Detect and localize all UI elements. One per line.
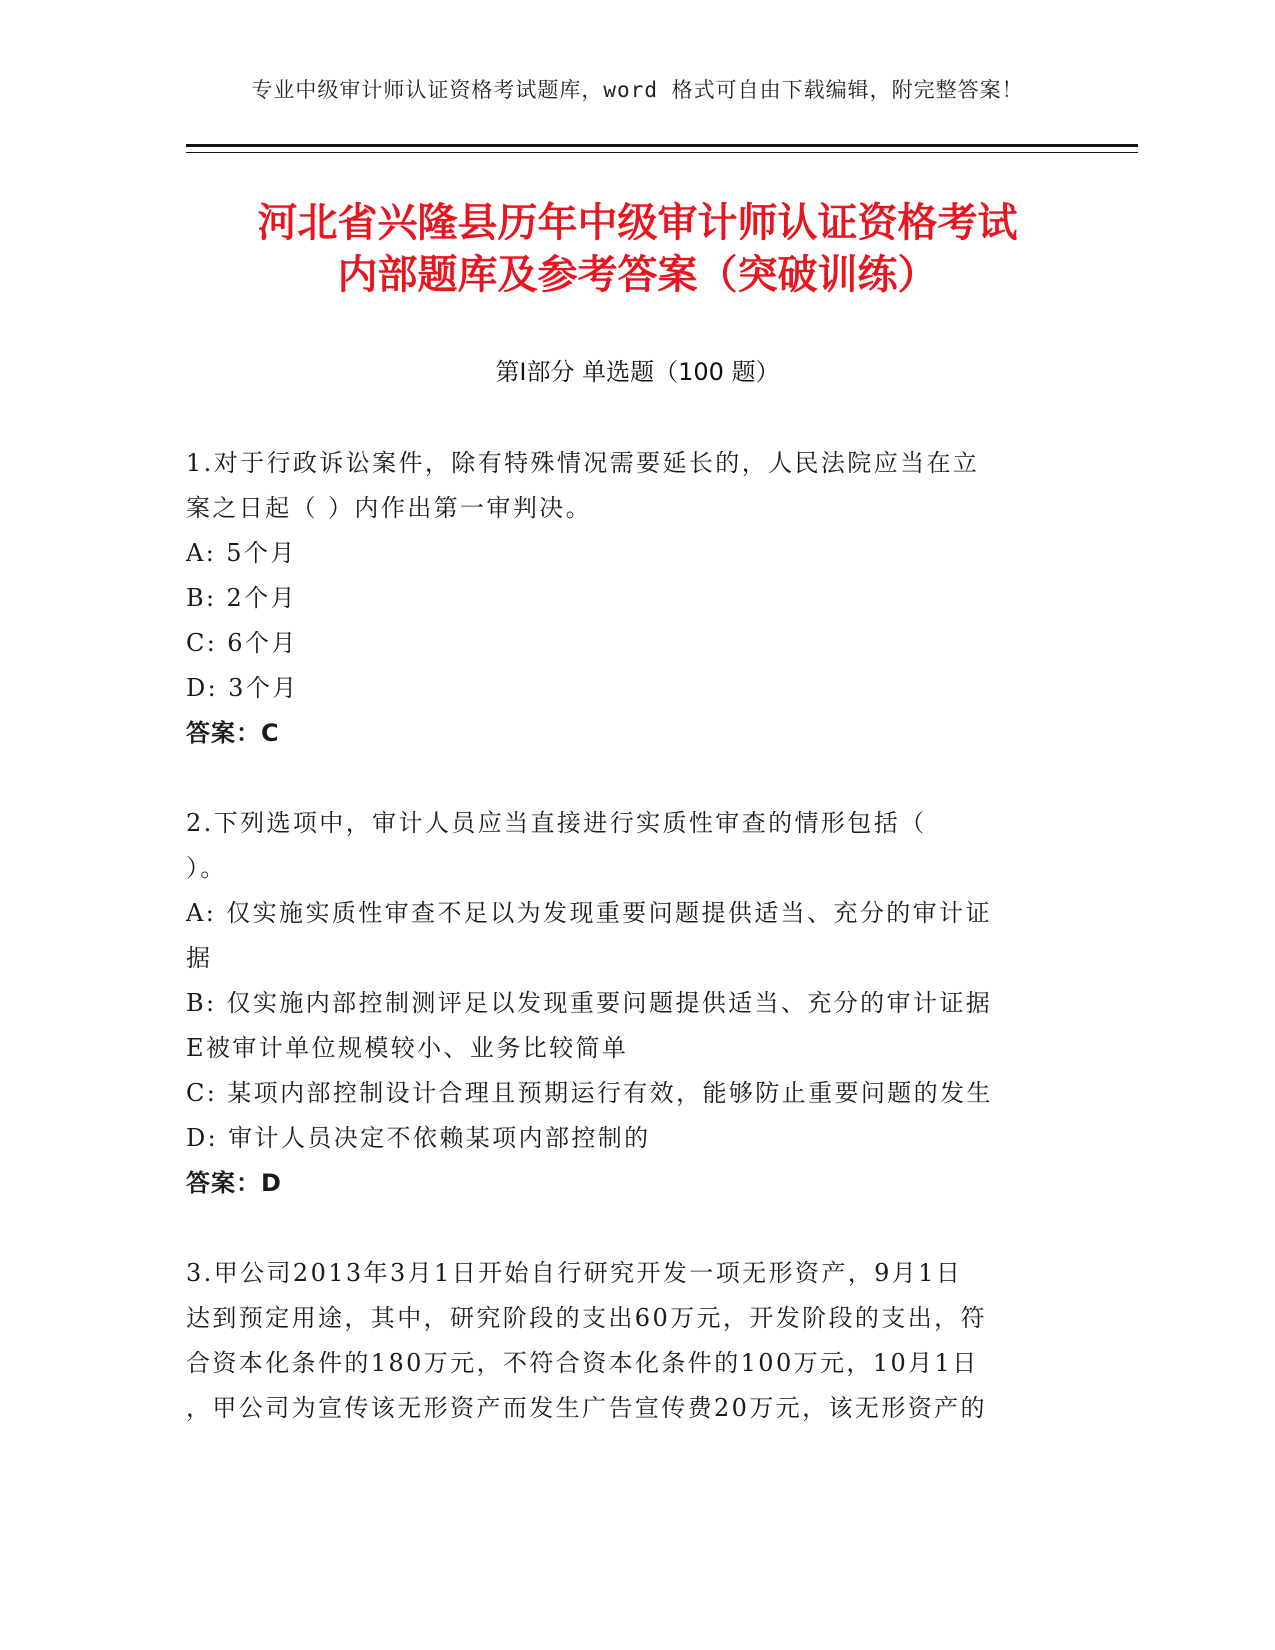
question-stem-line: ，甲公司为宣传该无形资产而发生广告宣传费20万元，该无形资产的 (186, 1394, 987, 1422)
question-spacer (186, 756, 1072, 801)
question-stem-line: 案之日起（ ）内作出第一审判决。 (186, 494, 593, 522)
option-c: C: 某项内部控制设计合理且预期运行有效，能够防止重要问题的发生 (186, 1079, 993, 1107)
answer: 答案：D (186, 1169, 282, 1197)
answer: 答案：C (186, 719, 280, 747)
question-stem-line: ）。 (186, 854, 227, 882)
question-stem-line: 2.下列选项中，审计人员应当直接进行实质性审查的情形包括（ (186, 809, 927, 837)
option-d: D: 审计人员决定不依赖某项内部控制的 (186, 1124, 651, 1152)
question-2 (186, 801, 1072, 1206)
question-stem-line: 达到预定用途，其中，研究阶段的支出60万元，开发阶段的支出，符 (186, 1304, 987, 1332)
option-b: B: 2个月 (186, 584, 298, 612)
option-d: D: 3个月 (186, 674, 299, 702)
option-a: A: 5个月 (186, 539, 297, 567)
option-a-continued: 据 (186, 944, 213, 972)
question-1 (186, 441, 1072, 756)
question-stem-line: 合资本化条件的180万元，不符合资本化条件的100万元，10月1日 (186, 1349, 979, 1377)
option-b: B: 仅实施内部控制测评足以发现重要问题提供适当、充分的审计证据 (186, 989, 993, 1017)
option-c: C: 6个月 (186, 629, 298, 657)
document-title (130, 197, 1145, 301)
question-stem-line: 3.甲公司2013年3月1日开始自行研究开发一项无形资产，9月1日 (186, 1259, 963, 1287)
question-stem-line: 1.对于行政诉讼案件，除有特殊情况需要延长的，人民法院应当在立 (186, 449, 980, 477)
question-3 (186, 1251, 1072, 1431)
question-spacer (186, 1206, 1072, 1251)
title-line-2: 内部题库及参考答案（突破训练） (337, 252, 938, 298)
header-rule-thin (186, 152, 1138, 153)
title-line-1: 河北省兴隆县历年中级审计师认证资格考试 (257, 200, 1018, 246)
section-title: 第Ⅰ部分 单选题（100 题） (495, 358, 780, 386)
question-list (186, 441, 1072, 1431)
option-e: E被审计单位规模较小、业务比较简单 (186, 1034, 629, 1062)
header-rule-thick (186, 144, 1138, 147)
option-a: A: 仅实施实质性审查不足以为发现重要问题提供适当、充分的审计证 (186, 899, 992, 927)
header-note: 专业中级审计师认证资格考试题库，word 格式可自由下载编辑，附完整答案！ (251, 78, 1024, 102)
